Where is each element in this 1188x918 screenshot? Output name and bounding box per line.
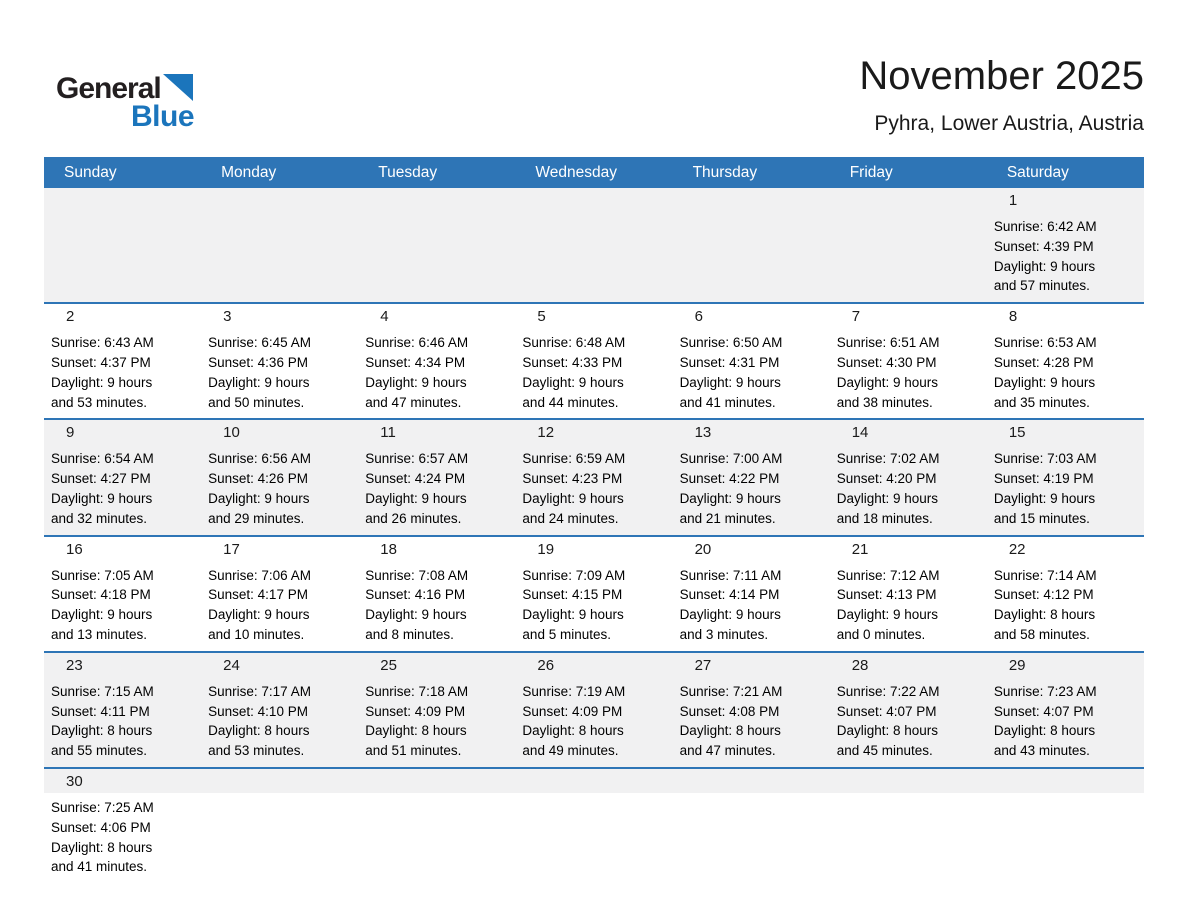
daylight-text-line1: Daylight: 9 hours [365,607,467,623]
sunset-text: Sunset: 4:19 PM [993,471,1094,487]
weekday-header-saturday: Saturday [1006,163,1069,181]
daylight-text-line2: and 43 minutes. [993,743,1090,759]
daylight-text-line2: and 3 minutes. [679,626,769,642]
daylight-text-line2: and 35 minutes. [993,394,1090,410]
sunrise-text: Sunrise: 6:45 AM [208,335,311,351]
day-cell-17 [201,537,358,651]
weekday-header-monday: Monday [221,163,277,181]
sunrise-text: Sunrise: 6:48 AM [522,335,626,351]
weekday-header-wednesday: Wednesday [535,163,617,181]
day-cell-22 [987,537,1144,651]
daylight-text-line2: and 53 minutes. [51,394,148,410]
empty-day-cell [830,188,987,302]
daylight-text-line2: and 47 minutes. [679,743,776,759]
daylight-text-line2: and 49 minutes. [522,743,619,759]
day-number: 19 [537,540,555,558]
calendar-weeks [44,188,1144,918]
sunset-text: Sunset: 4:22 PM [679,471,780,487]
sunrise-text: Sunrise: 7:15 AM [51,683,154,699]
daylight-text-line1: Daylight: 9 hours [993,490,1096,506]
sunrise-text: Sunrise: 7:22 AM [836,683,940,699]
day-cell-1 [987,188,1144,302]
week-row-2 [44,302,1144,418]
sunrise-text: Sunrise: 7:14 AM [993,567,1097,583]
day-cell-14 [830,420,987,534]
week-row-3 [44,418,1144,534]
daylight-text-line1: Daylight: 9 hours [836,374,939,390]
day-number: 12 [537,424,555,442]
day-number: 24 [223,656,240,674]
sunrise-text: Sunrise: 7:03 AM [993,451,1097,467]
empty-day-cell [673,769,830,918]
day-cell-27 [673,653,830,767]
daylight-text-line2: and 8 minutes. [365,626,454,642]
sunset-text: Sunset: 4:14 PM [679,587,780,603]
day-cell-13 [673,420,830,534]
day-cell-20 [673,537,830,651]
day-number: 30 [66,772,83,790]
sunset-text: Sunset: 4:33 PM [522,354,623,370]
day-cell-8 [987,304,1144,418]
day-cell-5 [515,304,672,418]
daylight-text-line1: Daylight: 9 hours [522,374,624,390]
sunset-text: Sunset: 4:08 PM [679,703,780,719]
sunset-text: Sunset: 4:12 PM [993,587,1094,603]
day-cell-4 [358,304,515,418]
daylight-text-line2: and 21 minutes. [679,510,776,526]
daylight-text-line2: and 53 minutes. [208,743,305,759]
daylight-text-line1: Daylight: 9 hours [836,607,939,623]
day-number: 21 [851,540,869,558]
daylight-text-line2: and 10 minutes. [208,626,305,642]
day-number: 16 [66,540,83,558]
sunrise-text: Sunrise: 6:53 AM [993,335,1097,351]
sunrise-text: Sunrise: 7:00 AM [679,451,783,467]
daylight-text-line1: Daylight: 8 hours [993,723,1096,739]
daylight-text-line2: and 32 minutes. [51,510,148,526]
general-blue-logo [56,74,194,132]
sunrise-text: Sunrise: 7:18 AM [365,683,469,699]
day-cell-23 [44,653,201,767]
sunset-text: Sunset: 4:18 PM [51,587,151,603]
sunset-text: Sunset: 4:09 PM [365,703,466,719]
day-cell-29 [987,653,1144,767]
day-number: 17 [223,540,240,558]
day-number: 18 [380,540,397,558]
sunrise-text: Sunrise: 6:56 AM [208,451,311,467]
page-subtitle: Pyhra, Lower Austria, Austria [874,112,1144,135]
day-cell-15 [987,420,1144,534]
daylight-text-line2: and 58 minutes. [993,626,1090,642]
empty-day-cell [358,188,515,302]
sunset-text: Sunset: 4:30 PM [836,354,937,370]
daylight-text-line2: and 41 minutes. [679,394,776,410]
daylight-text-line1: Daylight: 9 hours [208,374,310,390]
empty-day-cell [44,188,201,302]
daylight-text-line1: Daylight: 9 hours [679,374,781,390]
sunset-text: Sunset: 4:10 PM [208,703,308,719]
sunrise-text: Sunrise: 6:57 AM [365,451,469,467]
logo-triangle-icon [163,74,193,101]
day-number: 7 [851,308,861,326]
daylight-text-line1: Daylight: 9 hours [993,258,1096,274]
day-number: 6 [694,308,703,326]
daylight-text-line2: and 15 minutes. [993,510,1090,526]
week-row-5 [44,651,1144,767]
page-title: November 2025 [859,54,1144,98]
daylight-text-line1: Daylight: 9 hours [522,490,624,506]
daylight-text-line1: Daylight: 9 hours [679,607,781,623]
daylight-text-line1: Daylight: 9 hours [51,374,153,390]
day-number: 10 [223,424,240,442]
empty-day-cell [987,769,1144,918]
sunrise-text: Sunrise: 7:25 AM [51,799,154,815]
day-cell-21 [830,537,987,651]
sunset-text: Sunset: 4:07 PM [993,703,1094,719]
sunrise-text: Sunrise: 7:02 AM [836,451,940,467]
day-number: 2 [66,308,75,326]
sunrise-text: Sunrise: 6:59 AM [522,451,626,467]
empty-day-cell [201,769,358,918]
logo-word-general: General [56,72,161,105]
sunset-text: Sunset: 4:37 PM [51,354,151,370]
day-cell-7 [830,304,987,418]
sunset-text: Sunset: 4:17 PM [208,587,308,603]
day-number: 28 [851,656,869,674]
sunrise-text: Sunrise: 7:12 AM [836,567,940,583]
day-number: 25 [380,656,397,674]
sunset-text: Sunset: 4:06 PM [51,819,151,835]
daylight-text-line2: and 5 minutes. [522,626,611,642]
sunrise-text: Sunrise: 6:51 AM [836,335,940,351]
sunset-text: Sunset: 4:15 PM [522,587,623,603]
daylight-text-line1: Daylight: 8 hours [836,723,939,739]
day-cell-9 [44,420,201,534]
day-cell-11 [358,420,515,534]
weekday-header-tuesday: Tuesday [378,163,438,181]
day-number: 14 [851,424,869,442]
day-cell-26 [515,653,672,767]
weekday-header-sunday: Sunday [64,163,117,181]
sunrise-text: Sunrise: 7:08 AM [365,567,469,583]
daylight-text-line2: and 13 minutes. [51,626,148,642]
sunrise-text: Sunrise: 7:11 AM [679,567,782,583]
daylight-text-line1: Daylight: 9 hours [993,374,1096,390]
daylight-text-line2: and 47 minutes. [365,394,462,410]
sunset-text: Sunset: 4:16 PM [365,587,466,603]
daylight-text-line1: Daylight: 9 hours [365,374,467,390]
sunset-text: Sunset: 4:34 PM [365,354,466,370]
sunset-text: Sunset: 4:11 PM [51,703,150,719]
sunrise-text: Sunrise: 7:23 AM [993,683,1097,699]
daylight-text-line2: and 50 minutes. [208,394,305,410]
day-number: 9 [66,424,75,442]
day-number: 8 [1008,308,1018,326]
sunrise-text: Sunrise: 7:19 AM [522,683,626,699]
sunset-text: Sunset: 4:28 PM [993,354,1094,370]
day-cell-10 [201,420,358,534]
sunset-text: Sunset: 4:13 PM [836,587,937,603]
sunrise-text: Sunrise: 6:50 AM [679,335,783,351]
sunrise-text: Sunrise: 7:17 AM [208,683,311,699]
empty-day-cell [515,769,672,918]
day-cell-28 [830,653,987,767]
weekday-header-thursday: Thursday [692,163,758,181]
day-number: 4 [380,308,389,326]
daylight-text-line1: Daylight: 8 hours [993,607,1096,623]
week-row-6 [44,767,1144,918]
day-number: 22 [1008,540,1026,558]
day-cell-24 [201,653,358,767]
sunset-text: Sunset: 4:36 PM [208,354,308,370]
sunset-text: Sunset: 4:26 PM [208,471,308,487]
daylight-text-line1: Daylight: 9 hours [208,607,310,623]
day-number: 26 [537,656,555,674]
sunset-text: Sunset: 4:20 PM [836,471,937,487]
day-cell-16 [44,537,201,651]
sunset-text: Sunset: 4:27 PM [51,471,151,487]
calendar-grid [44,157,1144,918]
sunrise-text: Sunrise: 7:06 AM [208,567,311,583]
day-number: 27 [694,656,712,674]
daylight-text-line1: Daylight: 8 hours [679,723,781,739]
day-number: 15 [1008,424,1026,442]
daylight-text-line2: and 24 minutes. [522,510,619,526]
sunset-text: Sunset: 4:23 PM [522,471,623,487]
sunrise-text: Sunrise: 6:46 AM [365,335,469,351]
sunrise-text: Sunrise: 6:43 AM [51,335,154,351]
daylight-text-line1: Daylight: 9 hours [679,490,781,506]
day-cell-30 [44,769,201,918]
sunrise-text: Sunrise: 7:09 AM [522,567,626,583]
daylight-text-line2: and 55 minutes. [51,743,148,759]
daylight-text-line1: Daylight: 8 hours [51,839,153,855]
day-cell-18 [358,537,515,651]
daylight-text-line1: Daylight: 8 hours [51,723,153,739]
sunrise-text: Sunrise: 7:21 AM [679,683,783,699]
daylight-text-line1: Daylight: 9 hours [208,490,310,506]
day-number: 11 [380,424,396,442]
empty-day-cell [358,769,515,918]
daylight-text-line2: and 57 minutes. [993,278,1090,294]
daylight-text-line1: Daylight: 9 hours [51,607,153,623]
day-cell-19 [515,537,672,651]
page-header [44,0,1144,157]
daylight-text-line2: and 41 minutes. [51,859,148,875]
empty-day-cell [830,769,987,918]
weekday-header-friday: Friday [849,163,893,181]
daylight-text-line1: Daylight: 9 hours [365,490,467,506]
day-cell-3 [201,304,358,418]
sunset-text: Sunset: 4:09 PM [522,703,623,719]
logo-word-blue: Blue [131,100,195,133]
sunset-text: Sunset: 4:31 PM [679,354,780,370]
day-number: 20 [694,540,712,558]
title-block [859,54,1144,136]
daylight-text-line2: and 26 minutes. [365,510,462,526]
day-number: 1 [1008,192,1018,209]
day-cell-2 [44,304,201,418]
daylight-text-line2: and 51 minutes. [365,743,462,759]
daylight-text-line1: Daylight: 9 hours [51,490,153,506]
sunset-text: Sunset: 4:24 PM [365,471,466,487]
daylight-text-line1: Daylight: 8 hours [208,723,310,739]
daylight-text-line2: and 44 minutes. [522,394,619,410]
day-cell-6 [673,304,830,418]
empty-day-cell [673,188,830,302]
day-number: 13 [694,424,712,442]
day-number: 29 [1008,656,1026,674]
week-row-1 [44,188,1144,302]
sunset-text: Sunset: 4:07 PM [836,703,937,719]
daylight-text-line2: and 29 minutes. [208,510,305,526]
day-number: 23 [66,656,83,674]
daylight-text-line1: Daylight: 8 hours [522,723,624,739]
daylight-text-line1: Daylight: 8 hours [365,723,467,739]
sunrise-text: Sunrise: 6:42 AM [993,219,1097,234]
daylight-text-line2: and 45 minutes. [836,743,933,759]
daylight-text-line2: and 0 minutes. [836,626,926,642]
sunrise-text: Sunrise: 6:54 AM [51,451,154,467]
daylight-text-line2: and 18 minutes. [836,510,933,526]
week-row-4 [44,535,1144,651]
day-cell-12 [515,420,672,534]
sunset-text: Sunset: 4:39 PM [993,238,1094,254]
empty-day-cell [201,188,358,302]
empty-day-cell [515,188,672,302]
day-cell-25 [358,653,515,767]
daylight-text-line1: Daylight: 9 hours [836,490,939,506]
weekday-header-row [44,157,1144,188]
sunrise-text: Sunrise: 7:05 AM [51,567,154,583]
daylight-text-line1: Daylight: 9 hours [522,607,624,623]
daylight-text-line2: and 38 minutes. [836,394,933,410]
day-number: 3 [223,308,232,326]
day-number: 5 [537,308,546,326]
